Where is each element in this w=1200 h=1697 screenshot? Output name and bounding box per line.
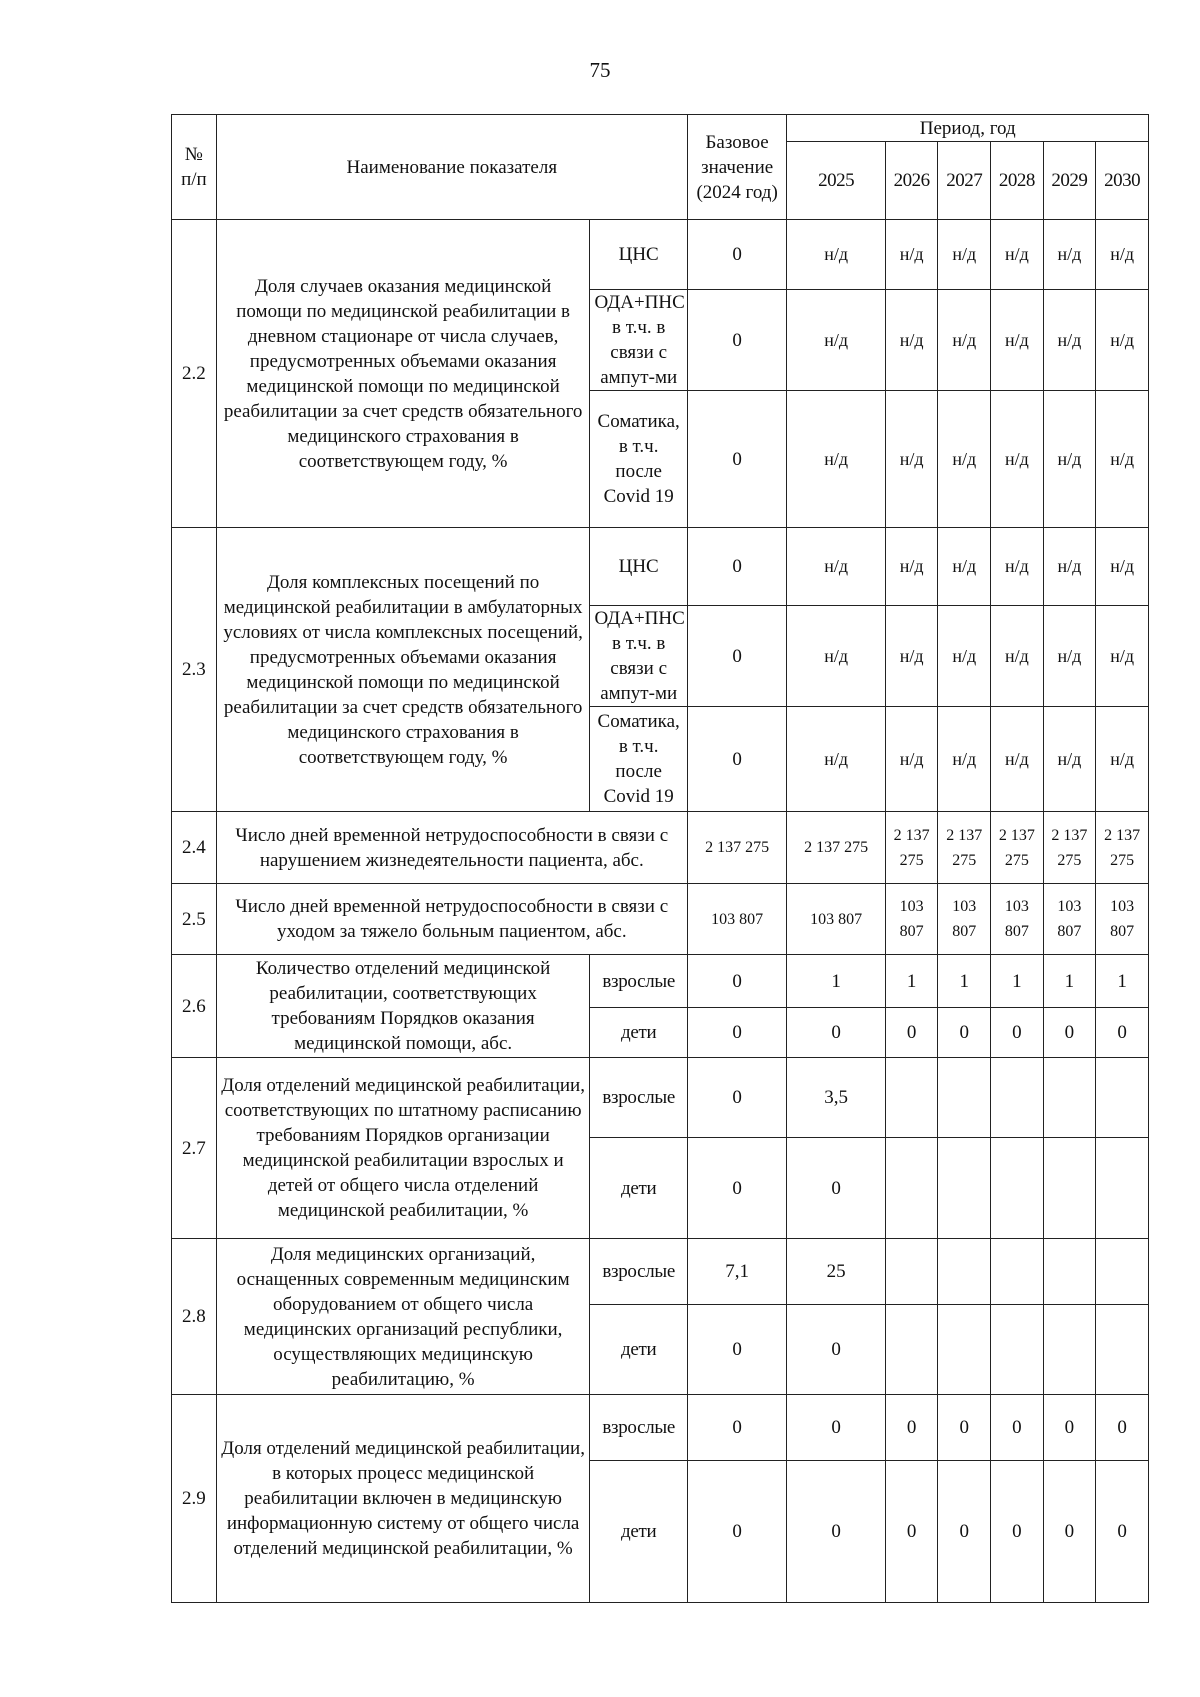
value-cell: н/д xyxy=(1096,707,1149,812)
header-year: 2028 xyxy=(991,142,1044,220)
value-cell: 0 xyxy=(885,1395,938,1461)
value-cell: н/д xyxy=(787,707,885,812)
base-value: 0 xyxy=(687,707,787,812)
value-cell: н/д xyxy=(787,290,885,391)
value-cell xyxy=(938,1239,991,1305)
value-cell xyxy=(938,1058,991,1138)
value-cell: 0 xyxy=(991,1008,1044,1058)
value-cell: 0 xyxy=(885,1461,938,1603)
base-value: 0 xyxy=(687,1461,787,1603)
subgroup-label: ЦНС xyxy=(590,528,687,606)
value-cell: н/д xyxy=(885,290,938,391)
value-cell: н/д xyxy=(938,528,991,606)
value-cell: 0 xyxy=(1096,1461,1149,1603)
subgroup-label: взрослые xyxy=(590,1239,687,1305)
value-cell xyxy=(1096,1305,1149,1395)
value-cell: 1 xyxy=(1096,955,1149,1008)
value-cell: 0 xyxy=(787,1395,885,1461)
value-cell xyxy=(991,1058,1044,1138)
base-value: 0 xyxy=(687,606,787,707)
value-cell: н/д xyxy=(938,707,991,812)
value-cell: н/д xyxy=(1096,220,1149,290)
row-number: 2.7 xyxy=(172,1058,217,1239)
value-cell: 0 xyxy=(1096,1395,1149,1461)
value-cell: н/д xyxy=(885,707,938,812)
indicators-table xyxy=(171,114,1149,1603)
value-cell: 1 xyxy=(991,955,1044,1008)
subgroup-label: ЦНС xyxy=(590,220,687,290)
value-cell: 0 xyxy=(787,1461,885,1603)
row-number: 2.3 xyxy=(172,528,217,812)
value-cell xyxy=(885,1058,938,1138)
subgroup-label: дети xyxy=(590,1138,687,1239)
value-cell xyxy=(1043,1138,1096,1239)
header-year: 2029 xyxy=(1043,142,1096,220)
value-cell: н/д xyxy=(991,290,1044,391)
value-cell: 2 137 275 xyxy=(938,812,991,884)
value-cell: н/д xyxy=(991,606,1044,707)
value-cell: 0 xyxy=(991,1395,1044,1461)
value-cell: н/д xyxy=(787,528,885,606)
value-cell xyxy=(991,1239,1044,1305)
table-row xyxy=(172,1058,1149,1138)
subgroup-label: взрослые xyxy=(590,1058,687,1138)
value-cell: н/д xyxy=(938,220,991,290)
value-cell: 1 xyxy=(938,955,991,1008)
base-value: 0 xyxy=(687,1395,787,1461)
value-cell: 0 xyxy=(1043,1008,1096,1058)
value-cell: н/д xyxy=(1096,290,1149,391)
indicator-name: Доля отделений медицинской реабилитации, соответствующих по штатному расписанию требованиям Порядков организации медицинской реабилитации взрослых и детей от общего числа отделений медицинской реабилитации, % xyxy=(216,1058,590,1239)
subgroup-label: дети xyxy=(590,1008,687,1058)
row-number: 2.6 xyxy=(172,955,217,1058)
row-number: 2.8 xyxy=(172,1239,217,1395)
value-cell: 0 xyxy=(787,1305,885,1395)
value-cell: н/д xyxy=(885,606,938,707)
value-cell: н/д xyxy=(1096,528,1149,606)
value-cell: 0 xyxy=(1043,1461,1096,1603)
row-number: 2.9 xyxy=(172,1395,217,1603)
value-cell: 3,5 xyxy=(787,1058,885,1138)
page-number: 75 xyxy=(589,58,611,82)
subgroup-label: ОДА+ПНС в т.ч. в связи с ампут-ми xyxy=(590,606,687,707)
value-cell: н/д xyxy=(1043,391,1096,528)
value-cell: 103 807 xyxy=(938,884,991,955)
value-cell xyxy=(1096,1138,1149,1239)
value-cell: н/д xyxy=(787,220,885,290)
value-cell: н/д xyxy=(991,391,1044,528)
value-cell xyxy=(991,1138,1044,1239)
header-year: 2027 xyxy=(938,142,991,220)
table-row xyxy=(172,1395,1149,1461)
base-value: 103 807 xyxy=(687,884,787,955)
value-cell xyxy=(1043,1058,1096,1138)
indicator-name: Число дней временной нетрудоспособности в связи с нарушением жизнедеятельности пациента, абс. xyxy=(216,812,687,884)
header-base: Базовое значение (2024 год) xyxy=(687,115,787,220)
header-year: 2025 xyxy=(787,142,885,220)
value-cell xyxy=(1043,1239,1096,1305)
subgroup-label: Соматика, в т.ч. после Covid 19 xyxy=(590,391,687,528)
base-value: 0 xyxy=(687,290,787,391)
base-value: 0 xyxy=(687,1008,787,1058)
value-cell: 2 137 275 xyxy=(1043,812,1096,884)
value-cell: 2 137 275 xyxy=(991,812,1044,884)
value-cell: 0 xyxy=(991,1461,1044,1603)
subgroup-label: ОДА+ПНС в т.ч. в связи с ампут-ми xyxy=(590,290,687,391)
row-number: 2.2 xyxy=(172,220,217,528)
value-cell xyxy=(1043,1305,1096,1395)
header-name: Наименование показателя xyxy=(216,115,687,220)
value-cell: 103 807 xyxy=(1043,884,1096,955)
value-cell: 2 137 275 xyxy=(1096,812,1149,884)
base-value: 0 xyxy=(687,391,787,528)
subgroup-label: дети xyxy=(590,1305,687,1395)
indicator-name: Доля отделений медицинской реабилитации, в которых процесс медицинской реабилитации включен в медицинскую информационную систему от общего числа отделений медицинской реабилитации, % xyxy=(216,1395,590,1603)
value-cell: н/д xyxy=(938,391,991,528)
value-cell: 1 xyxy=(787,955,885,1008)
value-cell: 2 137 275 xyxy=(885,812,938,884)
value-cell: 1 xyxy=(885,955,938,1008)
header-period: Период, год xyxy=(787,115,1149,142)
value-cell xyxy=(938,1138,991,1239)
base-value: 7,1 xyxy=(687,1239,787,1305)
indicator-name: Количество отделений медицинской реабилитации, соответствующих требованиям Порядков оказания медицинской помощи, абс. xyxy=(216,955,590,1058)
value-cell: н/д xyxy=(1043,220,1096,290)
value-cell: 25 xyxy=(787,1239,885,1305)
header-year: 2030 xyxy=(1096,142,1149,220)
subgroup-label: Соматика, в т.ч. после Covid 19 xyxy=(590,707,687,812)
value-cell: н/д xyxy=(885,391,938,528)
table-row xyxy=(172,220,1149,290)
value-cell: н/д xyxy=(1043,606,1096,707)
value-cell: 103 807 xyxy=(991,884,1044,955)
value-cell: 0 xyxy=(787,1008,885,1058)
table-row xyxy=(172,528,1149,606)
value-cell: н/д xyxy=(885,528,938,606)
value-cell xyxy=(1096,1058,1149,1138)
value-cell: н/д xyxy=(1096,606,1149,707)
table-row xyxy=(172,955,1149,1008)
value-cell: 0 xyxy=(1096,1008,1149,1058)
subgroup-label: дети xyxy=(590,1461,687,1603)
value-cell: 0 xyxy=(885,1008,938,1058)
value-cell: 103 807 xyxy=(787,884,885,955)
value-cell xyxy=(1096,1239,1149,1305)
value-cell: 103 807 xyxy=(885,884,938,955)
value-cell xyxy=(991,1305,1044,1395)
value-cell: 0 xyxy=(938,1008,991,1058)
table-row xyxy=(172,1239,1149,1305)
indicator-name: Доля случаев оказания медицинской помощи по медицинской реабилитации в дневном стационаре от числа случаев, предусмотренных объемами оказания медицинской помощи по медицинской реабилитации за счет средств обязательного медицинского страхования в соответствующем году, % xyxy=(216,220,590,528)
value-cell: н/д xyxy=(1096,391,1149,528)
value-cell: 2 137 275 xyxy=(787,812,885,884)
value-cell: 1 xyxy=(1043,955,1096,1008)
value-cell: н/д xyxy=(1043,707,1096,812)
value-cell: н/д xyxy=(991,528,1044,606)
row-number: 2.4 xyxy=(172,812,217,884)
value-cell xyxy=(885,1138,938,1239)
value-cell xyxy=(885,1305,938,1395)
table-row xyxy=(172,884,1149,955)
value-cell xyxy=(938,1305,991,1395)
value-cell: н/д xyxy=(885,220,938,290)
value-cell: 0 xyxy=(938,1461,991,1603)
value-cell: н/д xyxy=(1043,528,1096,606)
value-cell xyxy=(885,1239,938,1305)
base-value: 2 137 275 xyxy=(687,812,787,884)
value-cell: н/д xyxy=(787,391,885,528)
base-value: 0 xyxy=(687,1305,787,1395)
value-cell: 0 xyxy=(1043,1395,1096,1461)
value-cell: н/д xyxy=(991,220,1044,290)
indicator-name: Число дней временной нетрудоспособности в связи с уходом за тяжело больным пациентом, абс. xyxy=(216,884,687,955)
base-value: 0 xyxy=(687,955,787,1008)
table-row xyxy=(172,812,1149,884)
value-cell: 0 xyxy=(938,1395,991,1461)
value-cell: н/д xyxy=(991,707,1044,812)
base-value: 0 xyxy=(687,528,787,606)
value-cell: 0 xyxy=(787,1138,885,1239)
value-cell: н/д xyxy=(787,606,885,707)
value-cell: 103 807 xyxy=(1096,884,1149,955)
base-value: 0 xyxy=(687,1058,787,1138)
header-year: 2026 xyxy=(885,142,938,220)
header-num: № п/п xyxy=(172,115,217,220)
row-number: 2.5 xyxy=(172,884,217,955)
base-value: 0 xyxy=(687,220,787,290)
base-value: 0 xyxy=(687,1138,787,1239)
indicator-name: Доля комплексных посещений по медицинской реабилитации в амбулаторных условиях от числа комплексных посещений, предусмотренных объемами оказания медицинской помощи по медицинской реабилитации за счет средств обязательного медицинского страхования в соответствующем году, % xyxy=(216,528,590,812)
value-cell: н/д xyxy=(938,606,991,707)
subgroup-label: взрослые xyxy=(590,1395,687,1461)
subgroup-label: взрослые xyxy=(590,955,687,1008)
value-cell: н/д xyxy=(1043,290,1096,391)
value-cell: н/д xyxy=(938,290,991,391)
indicator-name: Доля медицинских организаций, оснащенных современным медицинским оборудованием от общего числа медицинских организаций республики, осуществляющих медицинскую реабилитацию, % xyxy=(216,1239,590,1395)
